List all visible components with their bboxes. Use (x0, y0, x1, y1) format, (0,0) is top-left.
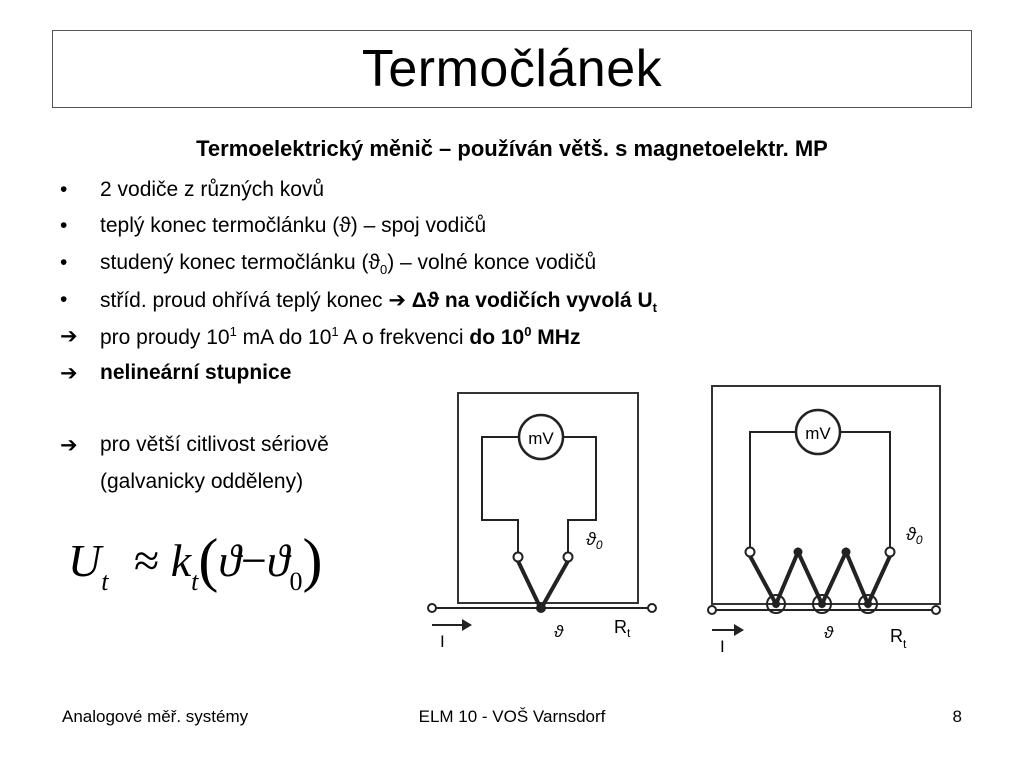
page-number: 8 (952, 707, 962, 726)
bullet-marker: • (60, 214, 68, 237)
meter-label: mV (528, 429, 554, 448)
arrow-line-text: nelineární stupnice (100, 361, 292, 384)
footer-left: Analogové měř. systémy (62, 707, 249, 726)
arrow-line-text: pro proudy $10^1$ mA do $10^1$ A o frekvenci do $10^0$ MHz (100, 324, 581, 349)
thermocouple-diagram-series (700, 380, 950, 665)
resistor-label: $R_t$ (890, 626, 907, 651)
arrow-icon: ➔ (60, 434, 78, 457)
title-box (52, 30, 972, 108)
arrow-line-text: (galvanicky odděleny) (100, 470, 304, 493)
slide-title: Termočlánek (361, 40, 663, 98)
resistor-label: $R_t$ (614, 617, 631, 640)
current-label: I (720, 637, 725, 656)
cold-end-label: $ϑ_0$ (906, 524, 923, 547)
thermocouple-diagram-single (418, 385, 668, 660)
current-label: I (440, 632, 445, 651)
hot-end-label: ϑ (824, 623, 834, 642)
hot-end-label: ϑ (554, 622, 564, 641)
slide-subtitle: Termoelektrický měnič – používán větš. s magnetoelektr. MP (196, 136, 828, 161)
cold-end-label: $ϑ_0$ (586, 529, 603, 552)
arrow-icon: ➔ (60, 325, 78, 348)
bullet-text: studený konec termočlánku $(ϑ_0)$ – volné konce vodičů (100, 251, 597, 278)
bullet-text: teplý konec termočlánku (ϑ) – spoj vodičů (100, 214, 487, 237)
formula: $U_t \approx k_t(ϑ-ϑ_0)$ (68, 527, 323, 596)
arrow-icon: ➔ (388, 289, 406, 312)
arrow-icon: ➔ (60, 362, 78, 385)
bullet-marker: • (60, 288, 68, 311)
bullet-text: 2 vodiče z různých kovů (100, 178, 325, 201)
meter-label: mV (805, 424, 831, 443)
bullet-marker: • (60, 251, 68, 274)
footer-center: ELM 10 - VOŠ Varnsdorf (418, 707, 606, 726)
arrow-line-text: pro větší citlivost sériově (100, 433, 329, 456)
bullet-text: stříd. proud ohřívá teplý konec ➔ Δϑ na vodičích vyvolá $U_t$ (100, 289, 658, 316)
bullet-marker: • (60, 178, 68, 201)
